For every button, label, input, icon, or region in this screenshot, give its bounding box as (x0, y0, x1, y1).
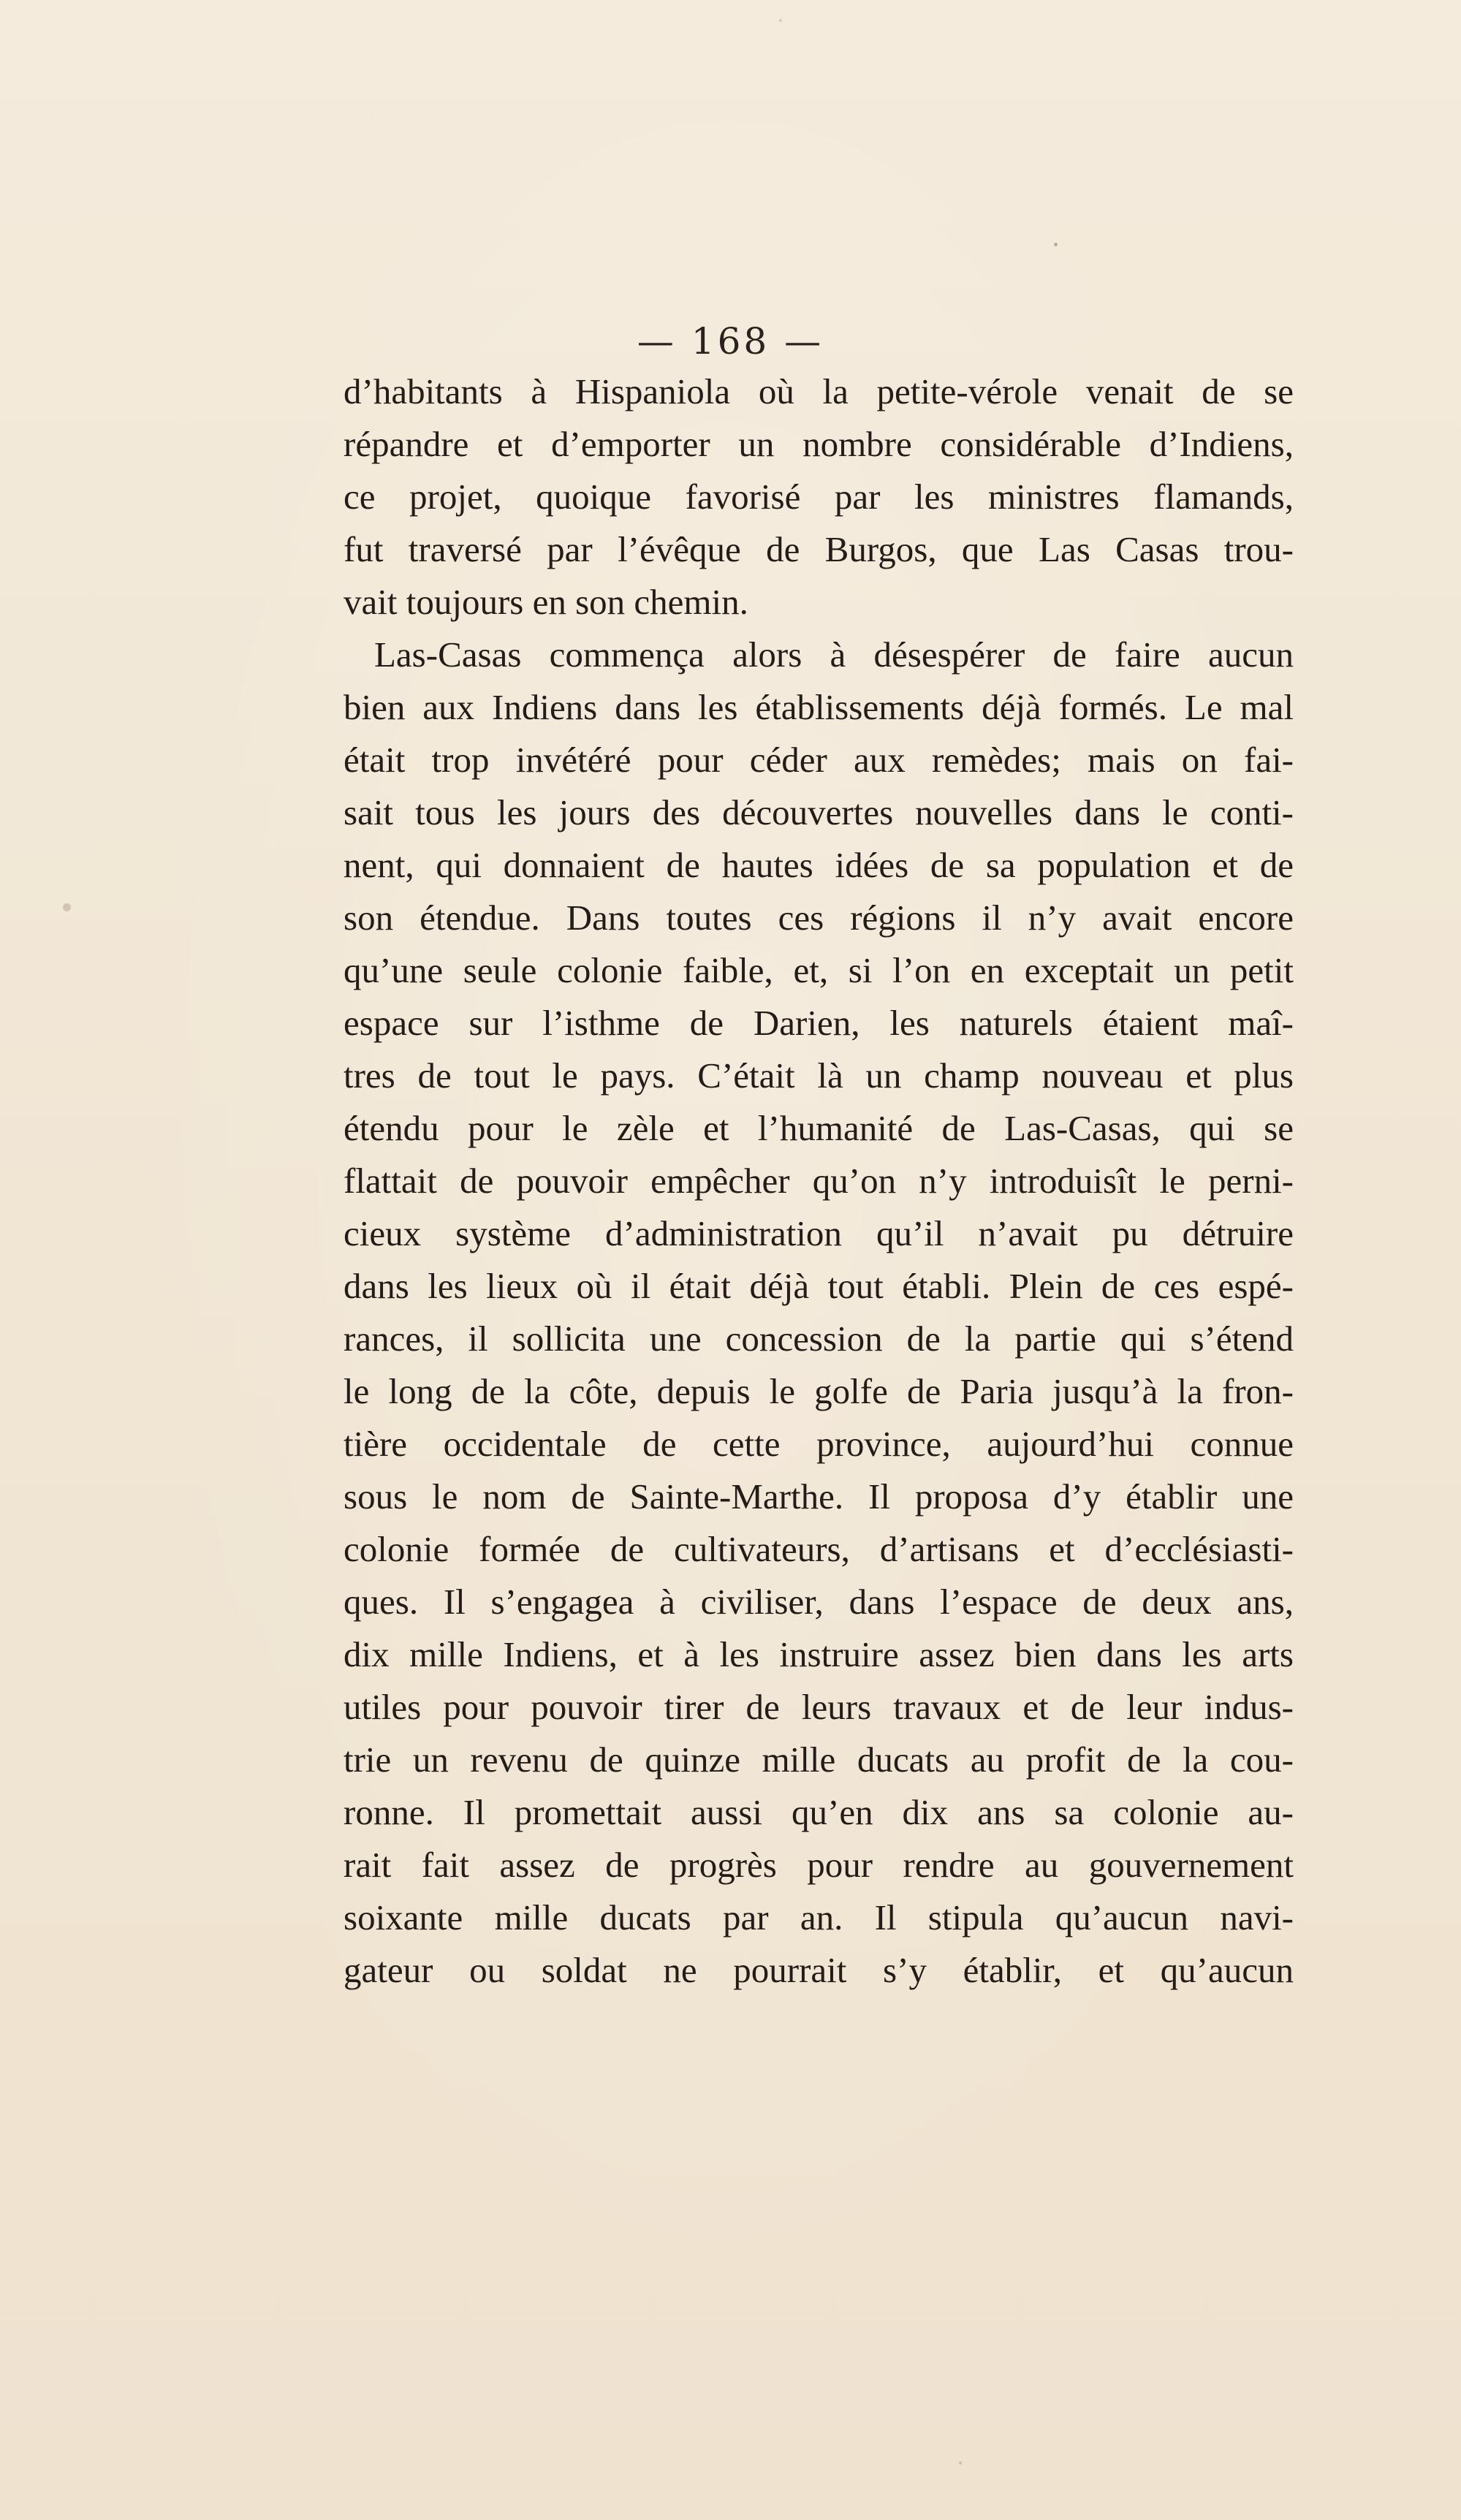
paper-speck (1054, 243, 1058, 246)
text-line: rances, il sollicita une concession de la partie qui s’étend (344, 1318, 1294, 1359)
text-line: sait tous les jours des découvertes nouvelles dans le conti- (344, 792, 1294, 832)
text-line: colonie formée de cultivateurs, d’artisans et d’ecclésiasti- (344, 1529, 1294, 1569)
text-line: qu’une seule colonie faible, et, si l’on en exceptait un petit (344, 950, 1294, 990)
text-line: rait fait assez de progrès pour rendre au gouvernement (344, 1845, 1294, 1885)
text-line: répandre et d’emporter un nombre considérable d’Indiens, (344, 424, 1294, 464)
text-line: bien aux Indiens dans les établissements déjà formés. Le mal (344, 687, 1294, 727)
text-line: tres de tout le pays. C’était là un champ nouveau et plus (344, 1055, 1294, 1096)
text-line: tière occidentale de cette province, aujourd’hui connue (344, 1424, 1294, 1464)
paper-speck (959, 2462, 962, 2464)
text-line: dix mille Indiens, et à les instruire assez bien dans les arts (344, 1634, 1294, 1674)
text-line: nent, qui donnaient de hautes idées de sa population et de (344, 845, 1294, 885)
text-line: trie un revenu de quinze mille ducats au profit de la cou- (344, 1739, 1294, 1780)
text-line: flattait de pouvoir empêcher qu’on n’y introduisît le perni- (344, 1161, 1294, 1201)
text-line: sous le nom de Sainte-Marthe. Il proposa d’y établir une (344, 1476, 1294, 1517)
text-line: cieux système d’administration qu’il n’avait pu détruire (344, 1213, 1294, 1253)
text-line: le long de la côte, depuis le golfe de Paria jusqu’à la fron- (344, 1371, 1294, 1411)
text-line: ce projet, quoique favorisé par les ministres flamands, (344, 477, 1294, 517)
text-line: fut traversé par l’évêque de Burgos, que Las Casas trou- (344, 529, 1294, 569)
text-line: étendu pour le zèle et l’humanité de Las-Casas, qui se (344, 1108, 1294, 1148)
text-line: ronne. Il promettait aussi qu’en dix ans sa colonie au- (344, 1792, 1294, 1832)
text-line: vait toujours en son chemin. (344, 582, 748, 622)
paper-speck (63, 903, 71, 911)
text-line: utiles pour pouvoir tirer de leurs travaux et de leur indus- (344, 1687, 1294, 1727)
text-line: soixante mille ducats par an. Il stipula qu’aucun navi- (344, 1897, 1294, 1938)
body-text (344, 365, 1294, 1997)
text-line: était trop invétéré pour céder aux remèdes; mais on fai- (344, 740, 1294, 780)
text-line: gateur ou soldat ne pourrait s’y établir, et qu’aucun (344, 1950, 1294, 1990)
text-line: d’habitants à Hispaniola où la petite-vérole venait de se (344, 371, 1294, 411)
text-line: son étendue. Dans toutes ces régions il n’y avait encore (344, 897, 1294, 938)
page-number: — 168 — (637, 320, 824, 363)
paper-speck (779, 19, 782, 22)
text-line: espace sur l’isthme de Darien, les naturels étaient maî- (344, 1003, 1294, 1043)
text-line: Las-Casas commença alors à désespérer de faire aucun (374, 634, 1294, 675)
text-line: ques. Il s’engagea à civiliser, dans l’espace de deux ans, (344, 1582, 1294, 1622)
text-line: dans les lieux où il était déjà tout établi. Plein de ces espé- (344, 1266, 1294, 1306)
